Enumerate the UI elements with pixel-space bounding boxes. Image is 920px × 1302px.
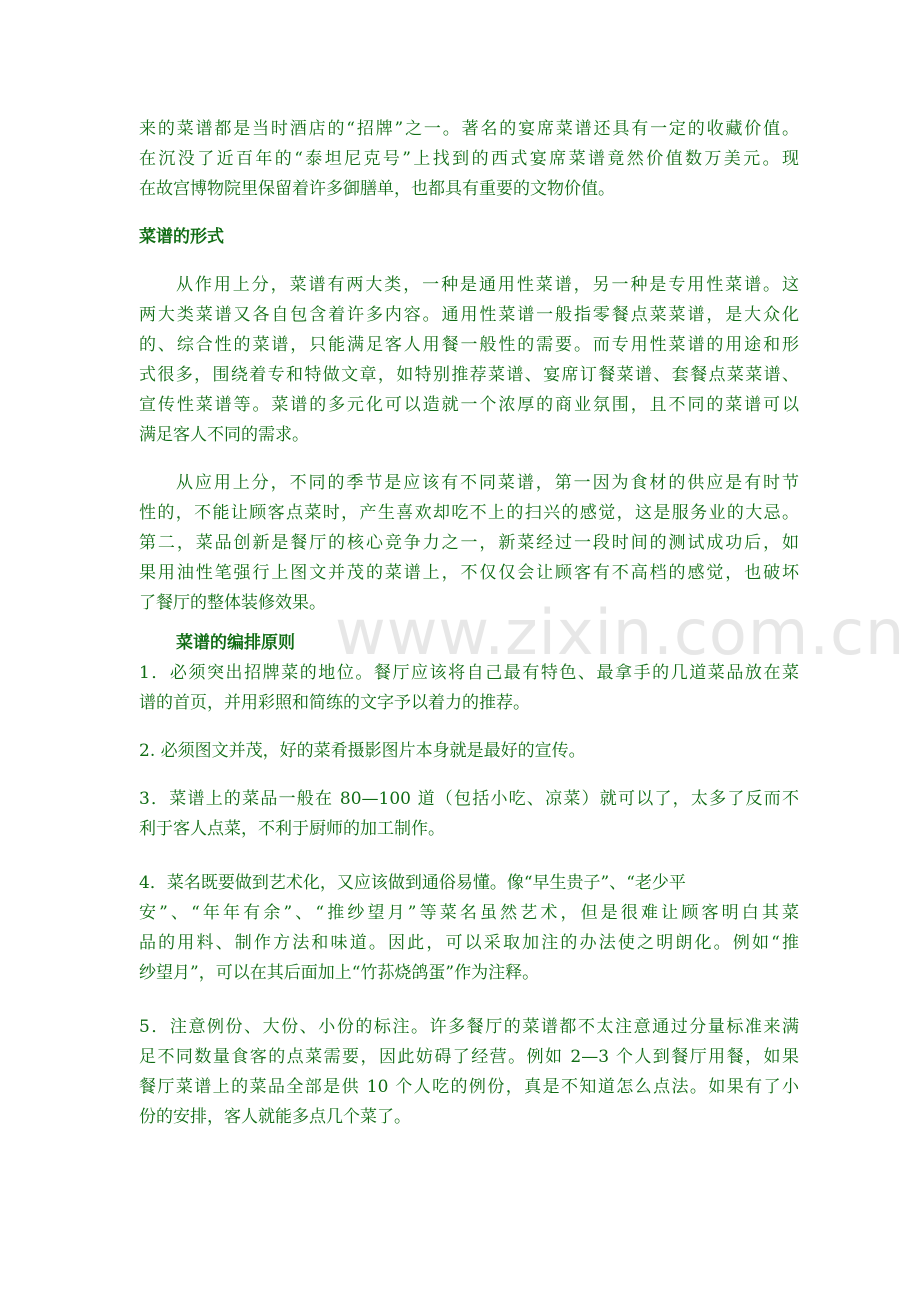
form-para2-line: 了餐厅的整体装修效果。	[139, 593, 326, 613]
rule-item-1-line: 谱的首页，并用彩照和简练的文字予以着力的推荐。	[139, 693, 530, 713]
rule-item-5-line: 足不同数量食客的点菜需要，因此妨碍了经营。例如 2—3 个人到餐厅用餐，如果	[139, 1047, 799, 1067]
rule-item-4-line: 纱望月”，可以在其后面加上“竹荪烧鸽蛋”作为注释。	[139, 963, 540, 983]
form-para2-line: 果用油性笔强行上图文并茂的菜谱上，不仅仅会让顾客有不高档的感觉，也破坏	[139, 563, 799, 583]
rule-item-4-line: 安”、“年年有余”、“推纱望月”等菜名虽然艺术，但是很难让顾客明白其菜	[139, 903, 799, 923]
section-heading-form: 菜谱的形式	[139, 227, 224, 247]
rule-item-5-line: 餐厅菜谱上的菜品全部是供 10 个人吃的例份，真是不知道怎么点法。如果有了小	[139, 1077, 799, 1097]
form-para1-line: 的、综合性的菜谱，只能满足客人用餐一般性的需要。而专用性菜谱的用途和形	[139, 335, 799, 355]
form-para1-line: 满足客人不同的需求。	[139, 425, 309, 445]
rule-item-3-line: 利于客人点菜，不利于厨师的加工制作。	[139, 819, 445, 839]
form-para2-line: 第二，菜品创新是餐厅的核心竞争力之一，新菜经过一段时间的测试成功后，如	[139, 533, 799, 553]
rule-item-4-line: 品的用料、制作方法和味道。因此，可以采取加注的办法使之明朗化。例如“推	[139, 933, 799, 953]
intro-line: 来的菜谱都是当时酒店的“招牌”之一。著名的宴席菜谱还具有一定的收藏价值。	[139, 119, 799, 139]
rule-item-1-line: 1．必须突出招牌菜的地位。餐厅应该将自己最有特色、最拿手的几道菜品放在菜	[139, 663, 799, 683]
form-para2-line: 性的，不能让顾客点菜时，产生喜欢却吃不上的扫兴的感觉，这是服务业的大忌。	[139, 503, 799, 523]
section-heading-rules: 菜谱的编排原则	[176, 633, 295, 653]
form-para1-line: 宣传性菜谱等。菜谱的多元化可以造就一个浓厚的商业氛围，且不同的菜谱可以	[139, 395, 799, 415]
form-para2-line: 从应用上分，不同的季节是应该有不同菜谱，第一因为食材的供应是有时节	[176, 473, 799, 493]
watermark: www.zixin.com.cn	[335, 596, 906, 669]
rule-item-2-line: 2. 必须图文并茂，好的菜肴摄影图片本身就是最好的宣传。	[139, 741, 586, 761]
intro-line: 在沉没了近百年的“泰坦尼克号”上找到的西式宴席菜谱竟然价值数万美元。现	[139, 149, 799, 169]
rule-item-5-line: 份的安排，客人就能多点几个菜了。	[139, 1107, 411, 1127]
intro-line: 在故宫博物院里保留着许多御膳单，也都具有重要的文物价值。	[139, 179, 615, 199]
form-para1-line: 从作用上分，菜谱有两大类，一种是通用性菜谱，另一种是专用性菜谱。这	[176, 275, 799, 295]
rule-item-3-line: 3．菜谱上的菜品一般在 80—100 道（包括小吃、凉菜）就可以了，太多了反而不	[139, 789, 799, 809]
form-para1-line: 两大类菜谱又各自包含着许多内容。通用性菜谱一般指零餐点菜菜谱，是大众化	[139, 305, 799, 325]
rule-item-4-line: 4．菜名既要做到艺术化，又应该做到通俗易懂。像“早生贵子”、“老少平	[139, 873, 686, 893]
form-para1-line: 式很多，围绕着专和特做文章，如特别推荐菜谱、宴席订餐菜谱、套餐点菜菜谱、	[139, 365, 799, 385]
rule-item-5-line: 5．注意例份、大份、小份的标注。许多餐厅的菜谱都不太注意通过分量标准来满	[139, 1017, 799, 1037]
